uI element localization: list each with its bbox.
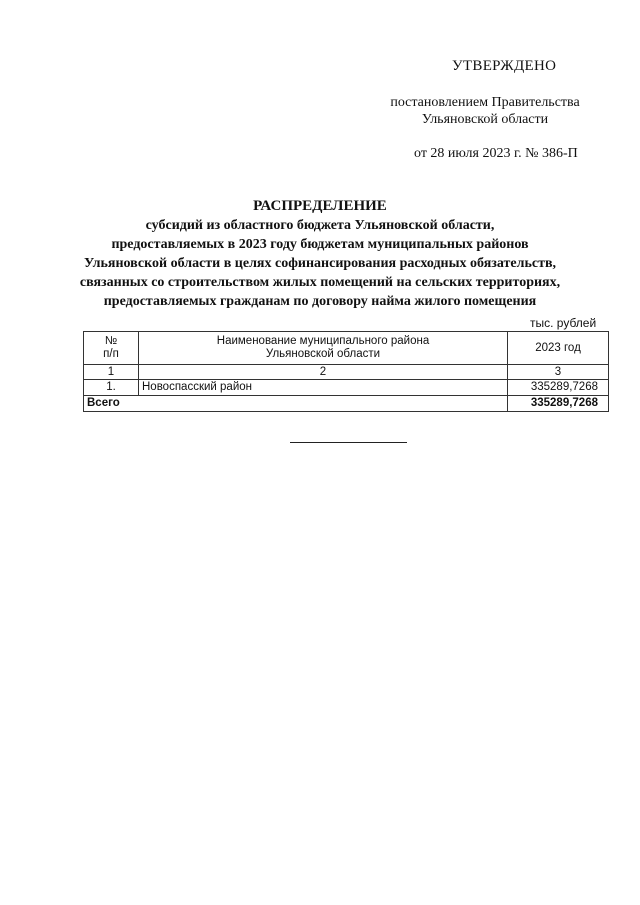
total-row [84, 396, 609, 412]
resolution-line-1: постановлением Правительства [390, 95, 580, 110]
row-district-name: Новоспасский район [139, 380, 508, 396]
closing-separator-line [290, 442, 407, 443]
approval-date-number: от 28 июля 2023 г. № 386-П [414, 146, 578, 161]
units-label: тыс. рублей [530, 316, 597, 330]
header-name-line-2: Ульяновской области [265, 348, 381, 360]
distribution-table [83, 331, 609, 412]
column-index-2: 2 [139, 365, 508, 380]
row-number: 1. [84, 380, 139, 396]
title-line-2: предоставляемых в 2023 году бюджетам муниципальных районов [111, 237, 529, 252]
column-index-1: 1 [84, 365, 139, 380]
title-line-3: Ульяновской области в целях софинансирования расходных обязательств, [83, 256, 557, 271]
row-amount: 335289,7268 [508, 380, 609, 396]
header-number [84, 332, 139, 365]
table-header-row [84, 332, 609, 365]
resolution-line-2: Ульяновской области [421, 112, 549, 127]
header-number-line-2: п/п [103, 348, 119, 360]
title-line-4: связанных со строительством жилых помещений на сельских территориях, [79, 275, 561, 290]
column-index-row [84, 365, 609, 380]
total-label: Всего [84, 396, 508, 412]
approval-resolution [380, 94, 590, 128]
table-row [84, 380, 609, 396]
approval-stamp-title: УТВЕРЖДЕНО [452, 58, 557, 74]
title-line-1: субсидий из областного бюджета Ульяновской области, [145, 218, 495, 233]
header-year: 2023 год [508, 332, 609, 365]
header-district-name [139, 332, 508, 365]
header-name-line-1: Наименование муниципального района [216, 335, 430, 347]
total-amount: 335289,7268 [508, 396, 609, 412]
column-index-3: 3 [508, 365, 609, 380]
header-number-line-1: № [104, 335, 118, 347]
title-line-5: предоставляемых гражданам по договору найма жилого помещения [103, 294, 537, 309]
title-main: РАСПРЕДЕЛЕНИЕ [253, 198, 387, 214]
document-title [60, 196, 580, 311]
